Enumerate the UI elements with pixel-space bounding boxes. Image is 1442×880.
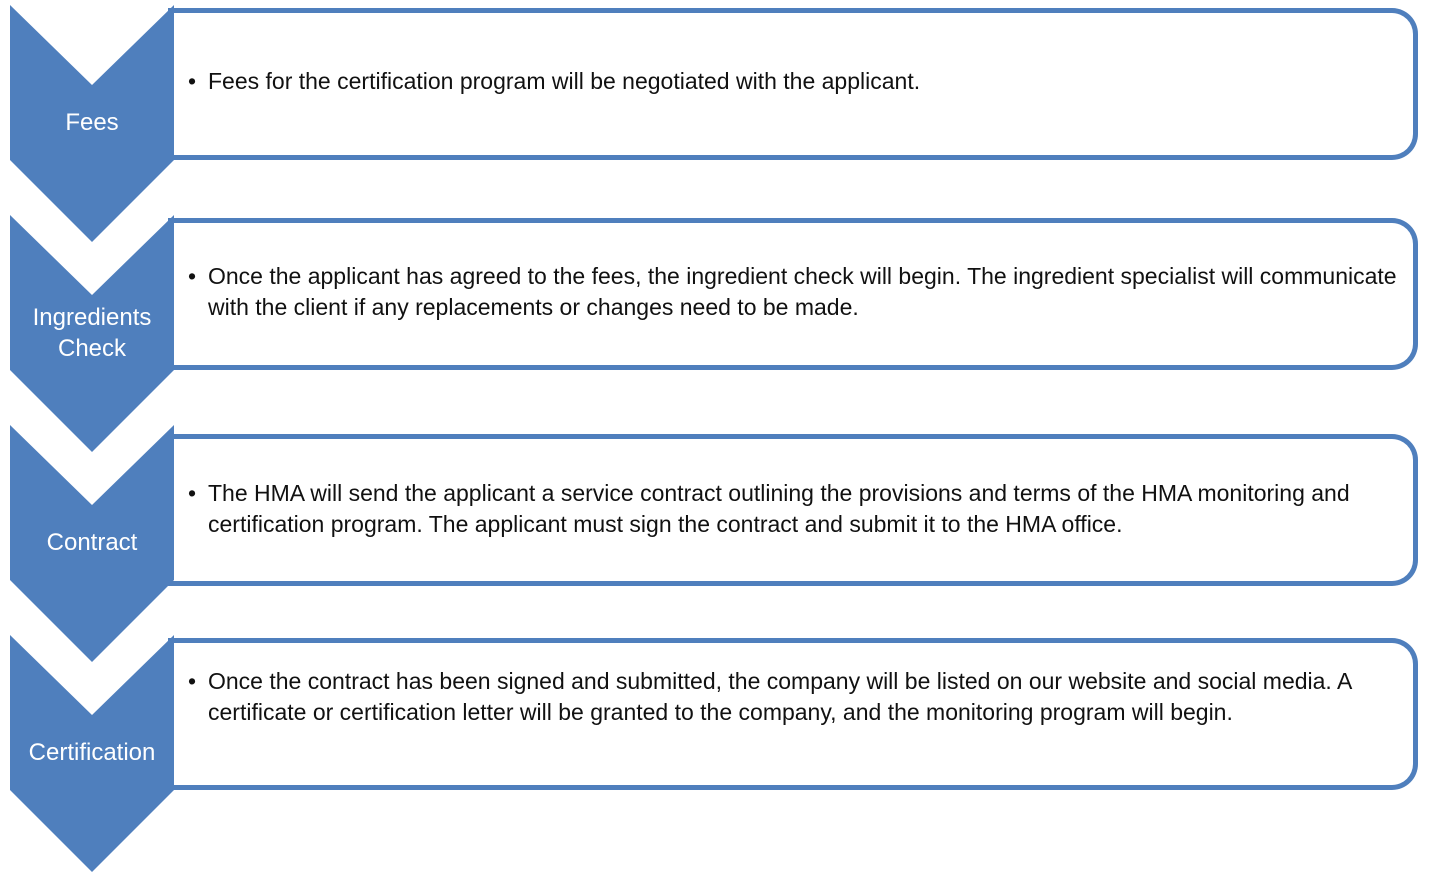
step-label-ingredients-check: Ingredients Check — [32, 304, 152, 362]
bullet-marker: • — [188, 668, 197, 694]
step-label-contract: Contract — [46, 529, 138, 556]
step-description-text: The HMA will send the applicant a service contract outlining the provisions and terms of the HMA monitoring and certification program. The applicant must sign the contract and submit it to the HMA office. — [208, 480, 1350, 537]
step-description-certification — [188, 666, 1413, 728]
step-description-text: Fees for the certification program will be negotiated with the applicant. — [208, 68, 921, 94]
step-description-contract — [188, 478, 1413, 540]
step-description-text: Once the contract has been signed and submitted, the company will be listed on our website and social media. A certificate or certification letter will be granted to the company, and the monitoring program will begin. — [208, 668, 1352, 725]
bullet-marker: • — [188, 480, 197, 506]
step-description-fees — [188, 66, 1413, 97]
step-description-ingredients-check — [188, 261, 1413, 323]
bullet-marker: • — [188, 68, 197, 94]
bullet-marker: • — [188, 263, 197, 289]
step-label-fees: Fees — [65, 109, 119, 136]
step-description-text: Once the applicant has agreed to the fees, the ingredient check will begin. The ingredient specialist will communicate with the client if any replacements or changes need to be made. — [208, 263, 1397, 320]
step-label-certification: Certification — [28, 739, 156, 766]
